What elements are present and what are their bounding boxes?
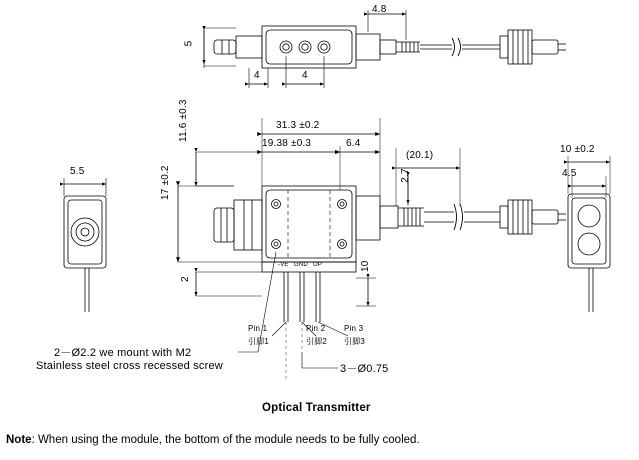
dim-top-height-left: 5	[183, 40, 195, 47]
dim-top-small: 2.7	[399, 168, 411, 183]
figure-note	[6, 434, 420, 446]
board-mark-3: OP	[313, 262, 323, 268]
dim-overall-length: 31.3 ±0.2	[276, 120, 320, 131]
dim-nose-length: 6.4	[346, 138, 361, 149]
dim-top-pitch-left: 4	[254, 70, 260, 81]
dim-right-width: 10 ±0.2	[560, 144, 595, 155]
mount-hole-callout-sub: Stainless steel cross recessed screw	[36, 360, 223, 372]
dim-height-pin: 2	[180, 276, 191, 282]
pin-label-2-cn: 引脚2	[306, 337, 328, 346]
dim-height-right-small: 10	[360, 260, 371, 272]
dim-top-height-right: 4.8	[372, 4, 387, 15]
dim-right-inner-width: 4.5	[562, 168, 577, 179]
board-mark-2: GND	[294, 262, 308, 268]
dim-height-body: 17 ±0.2	[160, 165, 171, 200]
dim-top-pitch-right: 4	[302, 70, 308, 81]
figure-title: Optical Transmitter	[262, 402, 371, 414]
dim-tail-length: (20.1)	[406, 150, 434, 161]
mount-hole-callout: 2－Ø2.2 we mount with M2	[54, 347, 192, 359]
pin-label-1-en: Pin 1	[248, 324, 268, 333]
pin-label-2-en: Pin 2	[306, 324, 326, 333]
note-text: : When using the module, the bottom of the module needs to be fully cooled.	[31, 434, 420, 446]
pin-label-1-cn: 引脚1	[248, 337, 270, 346]
pin-label-3-en: Pin 3	[344, 324, 364, 333]
board-mark-1: -VE	[278, 262, 289, 268]
dim-left-width: 5.5	[70, 166, 85, 177]
note-label: Note	[6, 434, 32, 446]
dim-height-total: 11.6 ±0.3	[178, 99, 189, 142]
pin-hole-callout: 3－Ø0.75	[340, 363, 389, 375]
dim-body-length: 19.38 ±0.3	[262, 138, 312, 149]
pin-label-3-cn: 引脚3	[344, 337, 366, 346]
